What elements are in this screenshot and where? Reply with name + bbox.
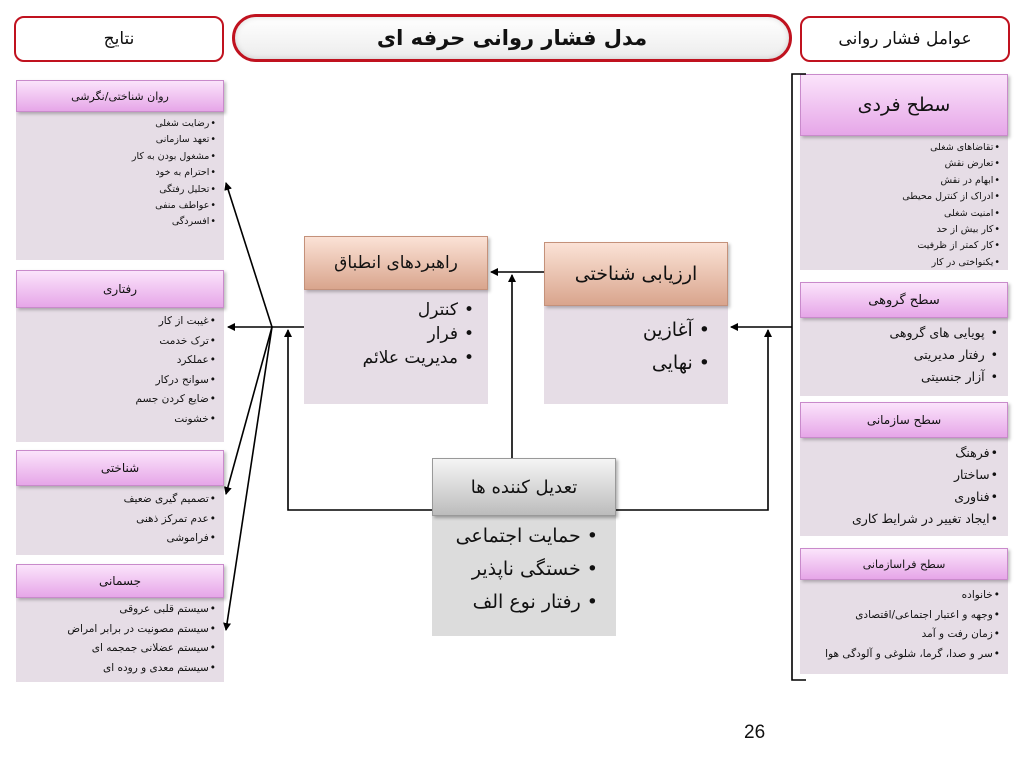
list-item: • سیستم معدی و روده ای — [16, 659, 224, 679]
list-item: • عملکرد — [16, 351, 224, 371]
list-item: • سر و صدا، گرما، شلوغی و آلودگی هوا — [800, 645, 1008, 665]
list-item: • رفتار مدیریتی — [800, 344, 1008, 366]
list-item: • تقاضاهای شغلی — [800, 140, 1008, 156]
list-item: • کار بیش از حد — [800, 222, 1008, 238]
list-item: • رضایت شغلی — [16, 116, 224, 132]
coping-strategies-title: راهبردهای انطباق — [334, 253, 458, 273]
list-item: • تحلیل رفتگی — [16, 182, 224, 198]
list-item: • خستگی ناپذیر — [432, 553, 616, 586]
list-item: • ادراک از کنترل محیطی — [800, 189, 1008, 205]
list-item: • عواطف منفی — [16, 198, 224, 214]
list-item: • سیستم عضلانی جمجمه ای — [16, 639, 224, 659]
list-item: • ترک خدمت — [16, 332, 224, 352]
list-item: • سیستم قلبی عروقی — [16, 600, 224, 620]
list-item: • فراموشی — [16, 529, 224, 549]
list-item: • تعهد سازمانی — [16, 132, 224, 148]
list-item: • رفتار نوع الف — [432, 586, 616, 619]
list-item: • مشغول بودن به کار — [16, 149, 224, 165]
list-item: • عدم تمرکز ذهنی — [16, 510, 224, 530]
list-item: • پویایی های گروهی — [800, 322, 1008, 344]
page-number: 26 — [744, 722, 766, 743]
list-item: • فرهنگ — [800, 442, 1008, 464]
list-item: • مدیریت علائم — [304, 346, 488, 370]
cognitive-appraisal-title: ارزیابی شناختی — [574, 263, 698, 285]
list-item: • حمایت اجتماعی — [432, 520, 616, 553]
list-item: • یکنواختی در کار — [800, 255, 1008, 271]
list-item: • کنترل — [304, 298, 488, 322]
list-item: • ایجاد تغییر در شرایط کاری — [800, 508, 1008, 530]
group-level-title: سطح گروهی — [868, 292, 940, 308]
list-item: • ابهام در نقش — [800, 173, 1008, 189]
results-header-label: نتایج — [103, 29, 135, 49]
list-item: • آغازین — [544, 314, 728, 347]
organizational-level-title: سطح سازمانی — [866, 413, 942, 427]
stressors-header-label: عوامل فشار روانی — [838, 29, 972, 49]
list-item: • نهایی — [544, 347, 728, 380]
list-item: • تعارض نقش — [800, 156, 1008, 172]
list-item: • زمان رفت و آمد — [800, 625, 1008, 645]
page-title-text: مدل فشار روانی حرفه ای — [376, 26, 648, 50]
list-item: • فناوری — [800, 486, 1008, 508]
list-item: • آزار جنسیتی — [800, 366, 1008, 388]
psych-outcomes-title: روان شناختی/نگرشی — [71, 89, 169, 103]
list-item: • ضایع کردن جسم — [16, 390, 224, 410]
moderators-title: تعدیل کننده ها — [470, 476, 578, 498]
list-item: • احترام به خود — [16, 165, 224, 181]
list-item: • امنیت شغلی — [800, 206, 1008, 222]
list-item: • ساختار — [800, 464, 1008, 486]
list-item: • خانواده — [800, 586, 1008, 606]
list-item: • غیبت از کار — [16, 312, 224, 332]
physical-outcomes-title: جسمانی — [98, 574, 142, 588]
list-item: • کار کمتر از ظرفیت — [800, 238, 1008, 254]
list-item: • خشونت — [16, 410, 224, 430]
behavioral-outcomes-title: رفتاری — [103, 282, 137, 296]
individual-level-title: سطح فردی — [857, 94, 951, 116]
list-item: • سوانح درکار — [16, 371, 224, 391]
list-item: • فرار — [304, 322, 488, 346]
list-item: • سیستم مصونیت در برابر امراض — [16, 620, 224, 640]
list-item: • افسردگی — [16, 214, 224, 230]
extra-organizational-title: سطح فراسازمانی — [862, 557, 946, 571]
list-item: • تصمیم گیری ضعیف — [16, 490, 224, 510]
list-item: • وجهه و اعتبار اجتماعی/اقتصادی — [800, 606, 1008, 626]
cognitive-outcomes-title: شناختی — [100, 461, 140, 475]
